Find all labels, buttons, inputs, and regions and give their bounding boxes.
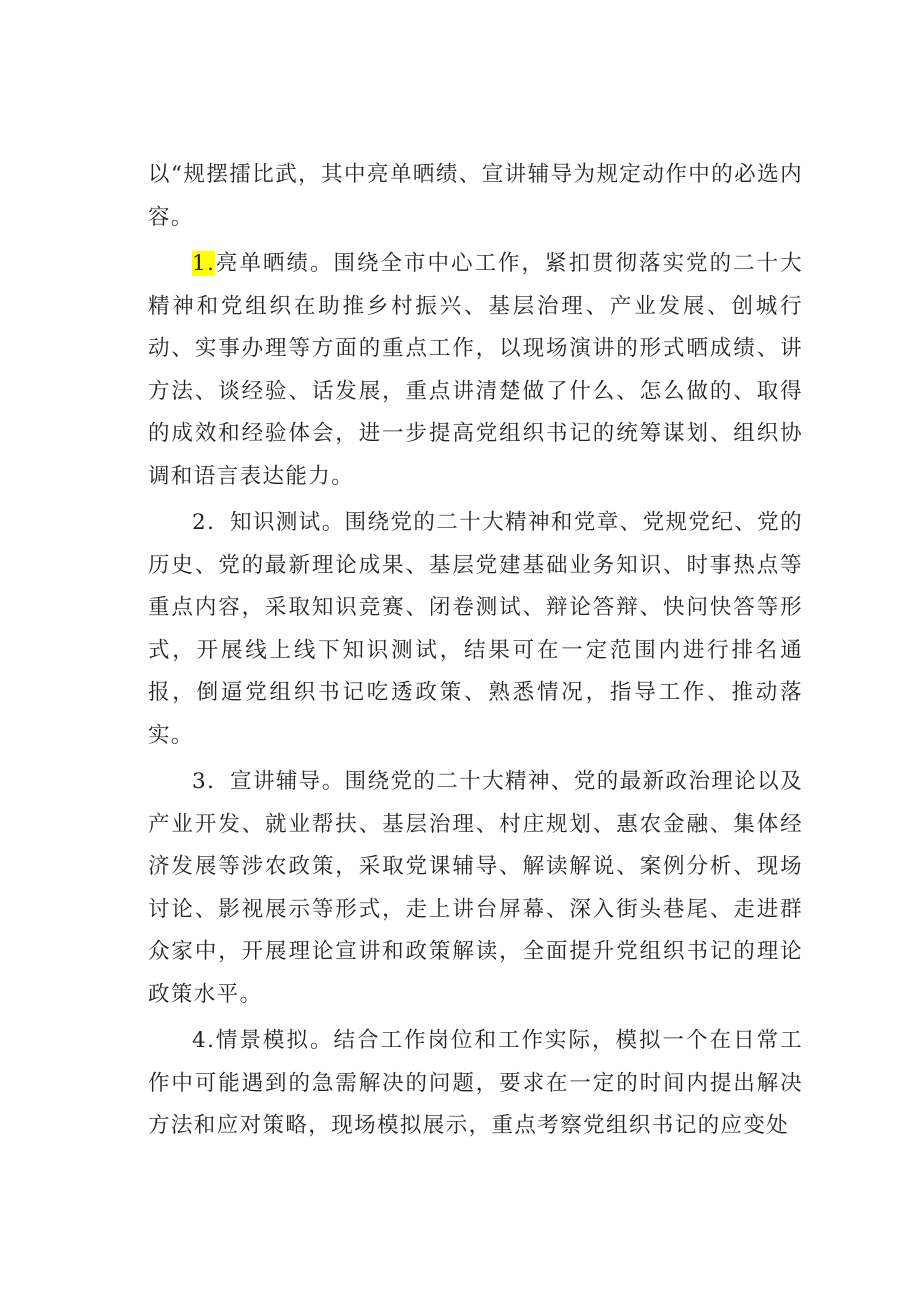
paragraph-continuation: 以“规摆擂比武，其中亮单晒绩、宣讲辅导为规定动作中的必选内容。 (148, 162, 803, 230)
document-body (148, 154, 803, 1148)
paragraph-item-4: 4.情景模拟。结合工作岗位和工作实际，模拟一个在日常工作中可能遇到的急需解决的问题，要求在一定的时间内提出解决方法和应对策略，现场模拟展示，重点考察党组织书记的应变处 (148, 1028, 803, 1138)
paragraph-item-1 (148, 243, 803, 498)
paragraph-item-2: 2．知识测试。围绕党的二十大精神和党章、党规党纪、党的历史、党的最新理论成果、基层党建基础业务知识、时事热点等重点内容，采取知识竞赛、闭卷测试、辩论答辩、快问快答等形式，开展线上线下知识测试，结果可在一定范围内进行排名通报，倒逼党组织书记吃透政策、熟悉情况，指导工作、推动落实。 (148, 510, 803, 748)
paragraph-text: 亮单晒绩。围绕全市中心工作，紧扣贯彻落实党的二十大精神和党组织在助推乡村振兴、基层治理、产业发展、创城行动、实事办理等方面的重点工作，以现场演讲的形式晒成绩、讲方法、谈经验、话发展，重点讲清楚做了什么、怎么做的、取得的成效和经验体会，进一步提高党组织书记的统筹谋划、组织协调和语言表达能力。 (148, 251, 803, 489)
highlighted-number: 1. (192, 251, 216, 276)
paragraph-item-3: 3．宣讲辅导。围绕党的二十大精神、党的最新政治理论以及产业开发、就业帮扶、基层治理、村庄规划、惠农金融、集体经济发展等涉农政策，采取党课辅导、解读解说、案例分析、现场讨论、影视展示等形式，走上讲台屏幕、深入街头巷尾、走进群众家中，开展理论宣讲和政策解读，全面提升党组织书记的理论政策水平。 (148, 769, 803, 1007)
